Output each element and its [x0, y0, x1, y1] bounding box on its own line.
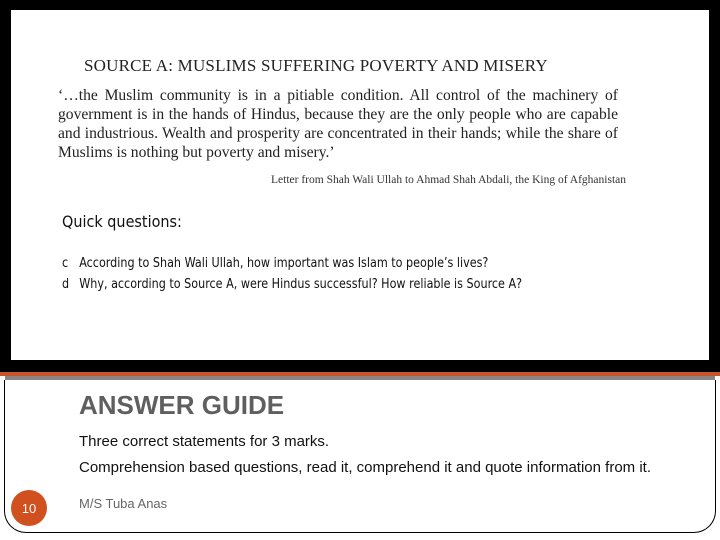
answer-guide-line: Comprehension based questions, read it, comprehend it and quote information from it.: [79, 459, 651, 476]
question-letter: c: [62, 256, 69, 271]
question-text: According to Shah Wali Ullah, how important was Islam to people’s lives?: [79, 256, 489, 271]
question-item: [62, 277, 522, 292]
slide-number-badge: 10: [11, 490, 47, 526]
source-attribution: Letter from Shah Wali Ullah to Ahmad Shah Abdali, the King of Afghanistan: [271, 174, 626, 186]
author-footer: M/S Tuba Anas: [79, 496, 168, 511]
answer-guide-line: Three correct statements for 3 marks.: [79, 433, 330, 450]
question-text: Why, according to Source A, were Hindus successful? How reliable is Source A?: [79, 277, 523, 292]
question-letter: d: [62, 277, 70, 292]
question-item: [62, 256, 488, 271]
source-quote: ‘…the Muslim community is in a pitiable condition. All control of the machinery of government is in the hands of Hindus, because they are the only people who are capable and industrious. Wealth and prosperity are concentrated in their hands; while the share of Muslims is nothing but poverty and misery.’: [58, 87, 618, 161]
quick-questions-heading: Quick questions:: [62, 212, 182, 231]
source-title: SOURCE A: MUSLIMS SUFFERING POVERTY AND MISERY: [84, 56, 548, 75]
answer-guide-title: ANSWER GUIDE: [79, 390, 285, 420]
